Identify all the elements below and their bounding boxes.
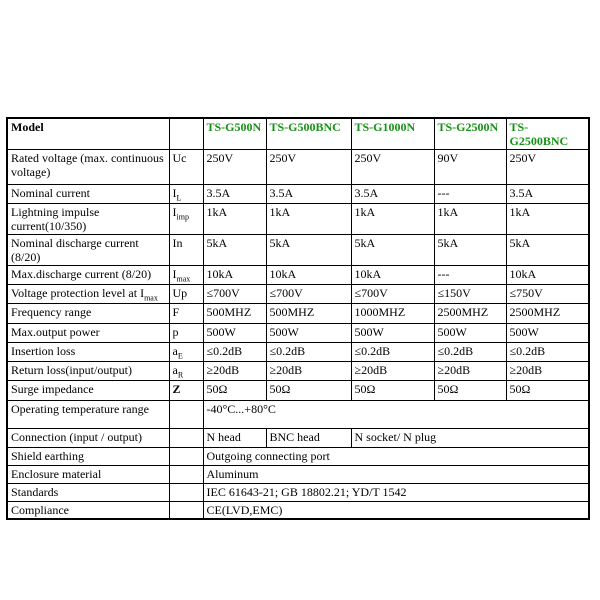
spec-value: ≤0.2dB: [351, 343, 434, 362]
symbol-text: a: [172, 344, 178, 358]
row-compliance: [7, 502, 589, 520]
header-symbol-cell: [169, 118, 203, 150]
row-nominal-current: [7, 185, 589, 204]
symbol-text: F: [172, 305, 180, 319]
spec-value: IEC 61643-21; GB 18802.21; YD/T 1542: [203, 484, 589, 502]
spec-value: ≥20dB: [351, 362, 434, 381]
symbol-text: I: [172, 267, 177, 281]
spec-symbol: [169, 285, 203, 304]
spec-value: 250V: [351, 150, 434, 185]
spec-value: ≥20dB: [506, 362, 589, 381]
symbol-text: Up: [172, 286, 188, 300]
spec-value: 5kA: [506, 235, 589, 266]
spec-value: 50Ω: [351, 381, 434, 401]
spec-value: 3.5A: [351, 185, 434, 204]
row-lightning-impulse-current: [7, 204, 589, 235]
spec-value: 5kA: [203, 235, 266, 266]
spec-label: Shield earthing: [7, 448, 169, 466]
spec-symbol: [169, 429, 203, 448]
spec-value: 1kA: [351, 204, 434, 235]
spec-label: [7, 381, 169, 401]
spec-label-text: Nominal discharge current (8/20): [11, 236, 139, 264]
spec-label-text: Nominal current: [11, 186, 90, 200]
spec-value: 1kA: [203, 204, 266, 235]
spec-value: 50Ω: [434, 381, 506, 401]
spec-value: 1kA: [434, 204, 506, 235]
symbol-text: a: [172, 363, 178, 377]
spec-value: ≥20dB: [434, 362, 506, 381]
spec-label: [7, 362, 169, 381]
spec-label-text: Return loss(input/output): [11, 363, 132, 377]
spec-value: 500MHZ: [203, 304, 266, 324]
model-column-header: TS-G500N: [203, 118, 266, 150]
spec-label: Enclosure material: [7, 466, 169, 484]
spec-label: [7, 324, 169, 343]
symbol-subscript: max: [176, 274, 191, 284]
spec-value: ≤750V: [506, 285, 589, 304]
spec-value: ≥20dB: [203, 362, 266, 381]
spec-value: ≤700V: [266, 285, 351, 304]
spec-value: Outgoing connecting port: [203, 448, 589, 466]
spec-value: 10kA: [506, 266, 589, 285]
spec-symbol: [169, 266, 203, 285]
spec-value: 1000MHZ: [351, 304, 434, 324]
spec-value: ≤700V: [203, 285, 266, 304]
spec-value: BNC head: [266, 429, 351, 448]
spec-value: ---: [434, 266, 506, 285]
spec-value: ≥20dB: [266, 362, 351, 381]
spec-value: Aluminum: [203, 466, 589, 484]
spec-symbol: [169, 502, 203, 520]
spec-label-text: Rated voltage (max. continuous voltage): [11, 151, 164, 179]
symbol-text: I: [172, 205, 177, 219]
spec-symbol: [169, 185, 203, 204]
spec-value: ≤0.2dB: [506, 343, 589, 362]
spec-label-text: Surge impedance: [11, 382, 94, 396]
spec-symbol: [169, 204, 203, 235]
spec-label-text: Max.output power: [11, 325, 100, 339]
row-return-loss: [7, 362, 589, 381]
spec-label-text: Max.discharge current (8/20): [11, 267, 152, 281]
spec-value: ≤0.2dB: [203, 343, 266, 362]
model-header-label: Model: [7, 118, 169, 150]
spec-value: 250V: [266, 150, 351, 185]
spec-symbol: [169, 343, 203, 362]
spec-symbol: [169, 401, 203, 429]
row-model-header: [7, 118, 589, 150]
product-spec-table: [6, 117, 590, 520]
spec-label-text: Lightning impulse current(10/350): [11, 205, 100, 233]
spec-value: 50Ω: [266, 381, 351, 401]
spec-value: 2500MHZ: [434, 304, 506, 324]
spec-label: [7, 150, 169, 185]
model-column-header: TS-G500BNC: [266, 118, 351, 150]
spec-label: [7, 204, 169, 235]
spec-label: [7, 304, 169, 324]
spec-value: 5kA: [351, 235, 434, 266]
spec-value: 50Ω: [203, 381, 266, 401]
spec-label-text: Frequency range: [11, 305, 92, 319]
spec-value: N socket/ N plug: [351, 429, 589, 448]
spec-symbol: [169, 150, 203, 185]
spec-label: Connection (input / output): [7, 429, 169, 448]
symbol-text: I: [172, 186, 177, 200]
symbol-text: Uc: [172, 151, 187, 165]
spec-label: Standards: [7, 484, 169, 502]
row-max-output-power: [7, 324, 589, 343]
spec-label-text: Voltage protection level at I: [11, 286, 145, 300]
spec-value: 1kA: [266, 204, 351, 235]
model-column-header: TS-G2500BNC: [506, 118, 589, 150]
spec-symbol: [169, 324, 203, 343]
spec-value: 500W: [351, 324, 434, 343]
spec-value: 5kA: [266, 235, 351, 266]
spec-value: ---: [434, 185, 506, 204]
symbol-subscript: L: [176, 193, 182, 203]
row-insertion-loss: [7, 343, 589, 362]
spec-value: 500W: [203, 324, 266, 343]
spec-value: 10kA: [351, 266, 434, 285]
spec-value: 500W: [506, 324, 589, 343]
spec-value: 1kA: [506, 204, 589, 235]
spec-value: ≤0.2dB: [434, 343, 506, 362]
spec-label: Operating temperature range: [7, 401, 169, 429]
spec-label: [7, 185, 169, 204]
spec-label: [7, 285, 169, 304]
symbol-subscript: R: [177, 370, 184, 380]
spec-label: Compliance: [7, 502, 169, 520]
symbol-subscript: E: [177, 351, 183, 361]
symbol-text: p: [172, 325, 179, 339]
spec-value: 90V: [434, 150, 506, 185]
spec-value: 3.5A: [203, 185, 266, 204]
row-enclosure-material: [7, 466, 589, 484]
symbol-text: In: [172, 236, 183, 250]
spec-value: N head: [203, 429, 266, 448]
row-max-discharge-current: [7, 266, 589, 285]
spec-symbol: [169, 235, 203, 266]
row-standards: [7, 484, 589, 502]
spec-value: 10kA: [266, 266, 351, 285]
row-nominal-discharge-current: [7, 235, 589, 266]
symbol-subscript: imp: [176, 212, 189, 222]
row-frequency-range: [7, 304, 589, 324]
spec-label: [7, 266, 169, 285]
model-column-header: TS-G2500N: [434, 118, 506, 150]
spec-value: 500MHZ: [266, 304, 351, 324]
spec-value: 500W: [266, 324, 351, 343]
spec-value: ≤700V: [351, 285, 434, 304]
spec-label-text: Insertion loss: [11, 344, 76, 358]
spec-symbol: [169, 484, 203, 502]
spec-value: 10kA: [203, 266, 266, 285]
spec-value: ≤150V: [434, 285, 506, 304]
row-connection: [7, 429, 589, 448]
spec-value: 500W: [434, 324, 506, 343]
spec-value: 5kA: [434, 235, 506, 266]
spec-symbol: [169, 448, 203, 466]
symbol-text: Z: [172, 382, 181, 396]
spec-symbol: [169, 466, 203, 484]
row-operating-temperature: [7, 401, 589, 429]
spec-value: -40°C...+80°C: [203, 401, 589, 429]
row-rated-voltage: [7, 150, 589, 185]
spec-symbol: [169, 362, 203, 381]
spec-value: 3.5A: [266, 185, 351, 204]
spec-value: 250V: [506, 150, 589, 185]
spec-value: 50Ω: [506, 381, 589, 401]
model-column-header: TS-G1000N: [351, 118, 434, 150]
spec-value: CE(LVD,EMC): [203, 502, 589, 520]
spec-label: [7, 343, 169, 362]
spec-label: [7, 235, 169, 266]
spec-label-subscript: max: [144, 293, 158, 303]
row-shield-earthing: [7, 448, 589, 466]
spec-symbol: [169, 304, 203, 324]
spec-value: 250V: [203, 150, 266, 185]
row-voltage-protection-level: [7, 285, 589, 304]
row-surge-impedance: [7, 381, 589, 401]
spec-value: ≤0.2dB: [266, 343, 351, 362]
spec-symbol: [169, 381, 203, 401]
spec-value: 3.5A: [506, 185, 589, 204]
spec-value: 2500MHZ: [506, 304, 589, 324]
